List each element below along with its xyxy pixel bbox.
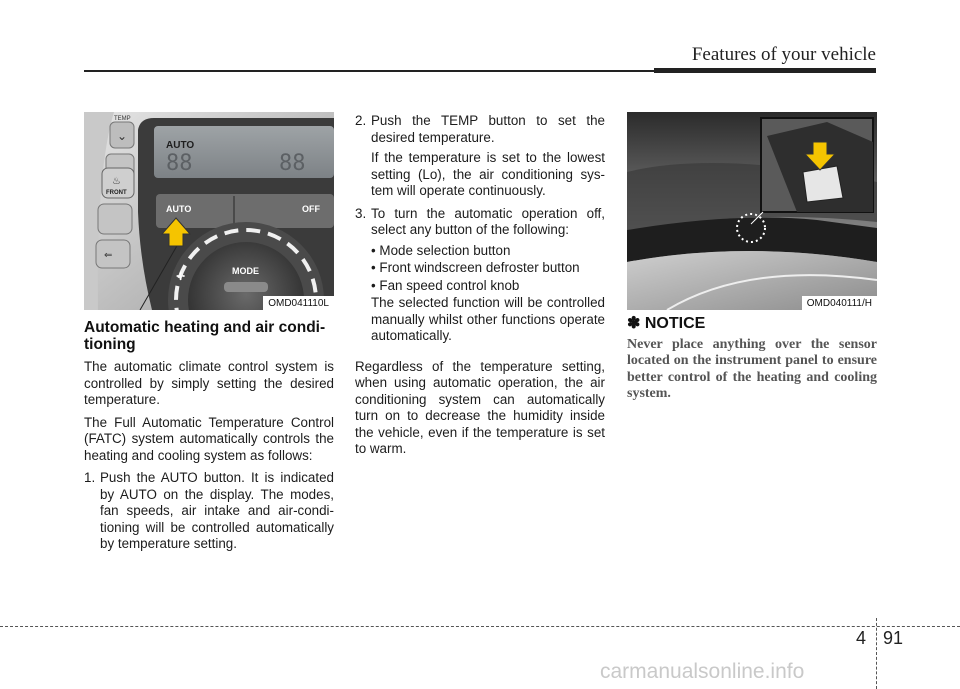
svg-text:✢: ✢ bbox=[176, 270, 186, 283]
humidity-paragraph: Regardless of the temperature setting, when using automatic operation, the air conditioning system can automatically turn on to decrease the humidity inside the vehicle, even if the temperature is set to warm. bbox=[355, 358, 605, 456]
column-3 bbox=[627, 314, 877, 409]
svg-text:♨: ♨ bbox=[112, 176, 121, 187]
display-auto-text: AUTO bbox=[166, 140, 195, 151]
watermark: carmanualsonline.info bbox=[600, 660, 805, 683]
column-2 bbox=[355, 113, 605, 464]
step-3-text: To turn the automatic operation off, select any button of the following: bbox=[371, 205, 605, 237]
step-1-text: Push the AUTO button. It is indicated by AUTO on the display. The modes, fan speeds, air intake and air-condi-tioning will be controlled automatically by temperature setting. bbox=[100, 470, 334, 551]
bullet-item: • Mode selection button bbox=[371, 242, 511, 258]
section-heading: Automatic heating and air condi-tioning bbox=[84, 319, 326, 353]
step-2-number: 2. bbox=[355, 113, 367, 128]
step-2 bbox=[355, 113, 605, 146]
step-2-text: Push the TEMP button to set the desired temperature. bbox=[371, 113, 605, 145]
page-header-title: Features of your vehicle bbox=[691, 44, 876, 65]
figure-label-right: OMD040111/H bbox=[802, 296, 877, 310]
footer-rule bbox=[0, 626, 960, 627]
climate-panel-illustration bbox=[84, 112, 334, 310]
chapter-number: 4 bbox=[856, 628, 867, 648]
step-1 bbox=[84, 470, 334, 553]
step-3-number: 3. bbox=[355, 205, 367, 221]
sensor-figure bbox=[627, 112, 877, 310]
footer-divider bbox=[876, 618, 877, 689]
front-label: FRONT bbox=[106, 190, 127, 196]
svg-text:88: 88 bbox=[279, 151, 306, 176]
notice-title: ✽ NOTICE bbox=[627, 315, 706, 332]
figure-label-left: OMD041110L bbox=[263, 296, 334, 310]
sensor-illustration bbox=[627, 112, 877, 310]
intro-paragraph: The automatic climate control system is controlled by simply setting the desired temperature. bbox=[84, 359, 334, 407]
header-rule bbox=[84, 70, 654, 72]
temp-label: TEMP bbox=[114, 116, 131, 122]
step-2-note: If the temperature is set to the lowest setting (Lo), the air conditioning sys-tem will operate continuously. bbox=[371, 150, 605, 198]
svg-text:⇐: ⇐ bbox=[104, 250, 113, 261]
step-3 bbox=[355, 206, 605, 239]
svg-text:⌄: ⌄ bbox=[117, 129, 128, 143]
mode-knob-label: MODE bbox=[232, 266, 259, 276]
auto-button-label: AUTO bbox=[166, 204, 192, 214]
header-rule-accent bbox=[654, 68, 876, 73]
page-number: 91 bbox=[883, 628, 904, 648]
bullet-item: • Front windscreen defroster button bbox=[371, 260, 580, 275]
column-1 bbox=[84, 313, 334, 557]
off-button-label: OFF bbox=[302, 204, 320, 214]
bullet-item: • Fan speed control knob bbox=[371, 277, 520, 293]
climate-panel-figure bbox=[84, 112, 334, 310]
svg-text:88: 88 bbox=[166, 151, 193, 176]
notice-body: Never place anything over the sensor located on the instrument panel to ensure better control of the heating and cooling system. bbox=[627, 336, 877, 401]
step-1-number: 1. bbox=[84, 470, 96, 485]
fatc-paragraph: The Full Automatic Temperature Control (FATC) system automatically controls the heating and cooling system as follows: bbox=[84, 414, 334, 463]
step-3-note: The selected function will be controlled manually whilst other functions operate automatically. bbox=[371, 295, 605, 343]
